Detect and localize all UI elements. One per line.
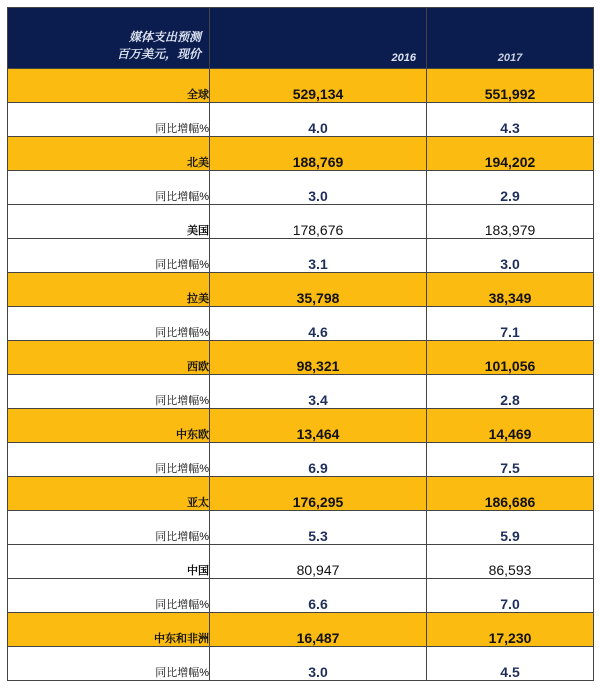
value-2017-cell: 86,593 <box>427 545 594 579</box>
value-2017-cell: 3.0 <box>427 239 594 273</box>
value-2016-cell: 3.4 <box>210 375 427 409</box>
value-2017-cell: 101,056 <box>427 341 594 375</box>
value-2017-cell: 7.0 <box>427 579 594 613</box>
row-name-cell: 全球 <box>8 69 210 103</box>
header-label-line1: 媒体支出预测 <box>128 30 201 44</box>
region-row <box>8 205 594 239</box>
header-year-2017: 2017 <box>427 8 594 69</box>
row-name-cell: 同比增幅% <box>8 511 210 545</box>
value-2017-cell: 7.5 <box>427 443 594 477</box>
row-name-cell: 同比增幅% <box>8 307 210 341</box>
growth-row <box>8 511 594 545</box>
value-2016-cell: 4.6 <box>210 307 427 341</box>
row-name-cell: 同比增幅% <box>8 647 210 681</box>
value-2016-cell: 98,321 <box>210 341 427 375</box>
row-name-cell: 同比增幅% <box>8 375 210 409</box>
region-row <box>8 477 594 511</box>
row-name-cell: 同比增幅% <box>8 579 210 613</box>
row-name-cell: 同比增幅% <box>8 171 210 205</box>
value-2016-cell: 176,295 <box>210 477 427 511</box>
value-2016-cell: 188,769 <box>210 137 427 171</box>
growth-row <box>8 647 594 681</box>
value-2017-cell: 2.8 <box>427 375 594 409</box>
value-2016-cell: 3.0 <box>210 171 427 205</box>
value-2017-cell: 14,469 <box>427 409 594 443</box>
growth-row <box>8 579 594 613</box>
value-2016-cell: 178,676 <box>210 205 427 239</box>
row-name-cell: 拉美 <box>8 273 210 307</box>
row-name-cell: 美国 <box>8 205 210 239</box>
row-name-cell: 中东欧 <box>8 409 210 443</box>
value-2016-cell: 13,464 <box>210 409 427 443</box>
region-row <box>8 69 594 103</box>
value-2016-cell: 5.3 <box>210 511 427 545</box>
header-label-cell <box>8 8 210 69</box>
row-name-cell: 同比增幅% <box>8 443 210 477</box>
value-2016-cell: 529,134 <box>210 69 427 103</box>
growth-row <box>8 103 594 137</box>
value-2016-cell: 16,487 <box>210 613 427 647</box>
value-2016-cell: 80,947 <box>210 545 427 579</box>
growth-row <box>8 239 594 273</box>
value-2016-cell: 35,798 <box>210 273 427 307</box>
table-header-row <box>8 8 594 69</box>
row-name-cell: 中东和非洲 <box>8 613 210 647</box>
value-2016-cell: 3.1 <box>210 239 427 273</box>
media-spend-table <box>7 7 594 681</box>
region-row <box>8 137 594 171</box>
value-2017-cell: 38,349 <box>427 273 594 307</box>
value-2017-cell: 2.9 <box>427 171 594 205</box>
value-2017-cell: 4.5 <box>427 647 594 681</box>
value-2017-cell: 194,202 <box>427 137 594 171</box>
value-2017-cell: 7.1 <box>427 307 594 341</box>
region-row <box>8 613 594 647</box>
value-2016-cell: 6.6 <box>210 579 427 613</box>
value-2017-cell: 183,979 <box>427 205 594 239</box>
region-row <box>8 273 594 307</box>
region-row <box>8 545 594 579</box>
value-2016-cell: 4.0 <box>210 103 427 137</box>
value-2016-cell: 3.0 <box>210 647 427 681</box>
row-name-cell: 中国 <box>8 545 210 579</box>
row-name-cell: 同比增幅% <box>8 239 210 273</box>
growth-row <box>8 307 594 341</box>
growth-row <box>8 375 594 409</box>
region-row <box>8 341 594 375</box>
value-2017-cell: 4.3 <box>427 103 594 137</box>
value-2017-cell: 551,992 <box>427 69 594 103</box>
header-label-line2: 百万美元，现价 <box>116 47 201 61</box>
header-year-2016: 2016 <box>210 8 427 69</box>
value-2016-cell: 6.9 <box>210 443 427 477</box>
row-name-cell: 亚太 <box>8 477 210 511</box>
row-name-cell: 西欧 <box>8 341 210 375</box>
value-2017-cell: 17,230 <box>427 613 594 647</box>
growth-row <box>8 171 594 205</box>
value-2017-cell: 186,686 <box>427 477 594 511</box>
growth-row <box>8 443 594 477</box>
region-row <box>8 409 594 443</box>
value-2017-cell: 5.9 <box>427 511 594 545</box>
row-name-cell: 北美 <box>8 137 210 171</box>
row-name-cell: 同比增幅% <box>8 103 210 137</box>
